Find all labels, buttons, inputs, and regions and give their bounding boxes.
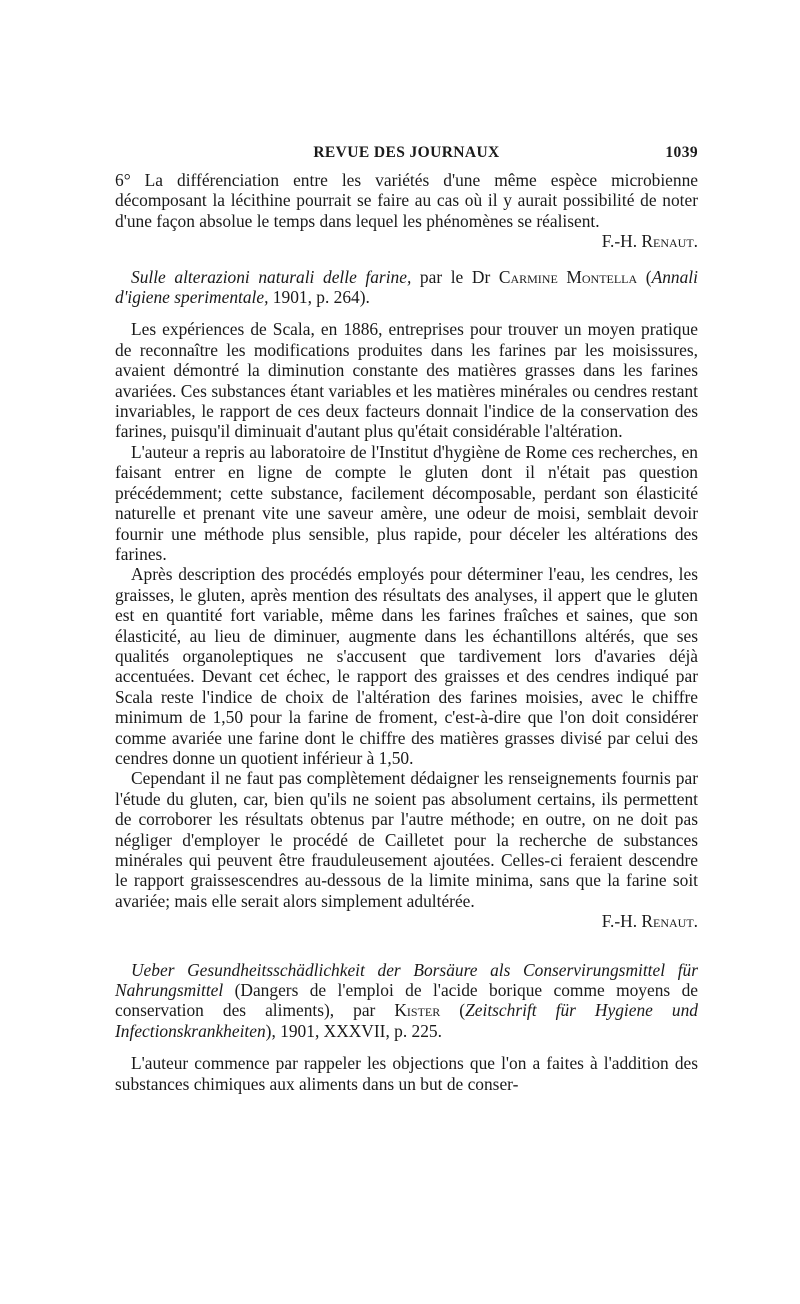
source-open: ( (645, 266, 652, 287)
paragraph: Les expériences de Scala, en 1886, entreprises pour trouver un moyen pratique de reconnaître les modifications produites dans les farines par les moisissures, avaient démontré la diminution constante des matières grasses dans les farines avariées. Ces substances étant variables et les matières minérales ou cendres restant invariables, le rapport de ces deux facteurs donnait l'indice de la conservation des farines, puisqu'il diminuait d'autant plus qu'était considérable l'altération. (115, 319, 698, 442)
article-heading (115, 267, 698, 308)
article-description: (Dangers de l'emploi de l'acide borique comme moyens de conservation des aliments), par (115, 980, 698, 1021)
page-number: 1039 (665, 144, 698, 161)
paragraph: Après description des procédés employés pour déterminer l'eau, les cendres, les graisses, le gluten, après mention des résultats des analyses, il appert que le gluten est en quantité fort variable, même dans les farines fraîches et saines, que son élasticité, au lieu de diminuer, augmente dans les échantillons altérés, que ses qualités organoleptiques ne s'accusent que tardivement lors d'avaries déjà accentuées. Devant cet échec, le rapport des graisses et des cendres indiqué par Scala reste l'indice de choix de l'altération des farines moisies, avec le chiffre minimum de 1,50 pour la farine de froment, c'est-à-dire que l'on doit considérer comme avariée une farine dont le chiffre des matières grasses divisé par celui des cendres donne un quotient inférieur à 1,50. (115, 564, 698, 768)
source-details: ), 1901, XXXVII, p. 225. (265, 1020, 442, 1041)
paragraph-text: Cependant il ne faut pas complètement dédaigner les renseignements fournis par l'étude du gluten, car, bien qu'ils ne soient pas absolument certains, ils permettent de corroborer les résultats obtenus par l'autre méthode; en outre, on ne doit pas négliger d'employer le procédé de Cailletet pour la recherche de substances minérales qui peuvent être frauduleusement ajoutées. Celles-ci feraient descendre le rapport graissescendres au-dessous de la limite minima, sans que la farine soit avariée; mais elle serait alors simplement adultérée. (115, 768, 698, 911)
paragraph: L'auteur a repris au laboratoire de l'Institut d'hygiène de Rome ces recherches, en faisant entrer en ligne de compte le gluten dont il n'était pas question précédemment; cette substance, facilement décomposable, perdant son élasticité naturelle et prenant vite une saveur amère, une odeur de moisi, semblait devoir fournir une méthode plus sensible, plus rapide, pour déceler les altérations des farines. (115, 441, 698, 564)
source-details: 1901, p. 264). (272, 287, 370, 308)
article-heading (115, 960, 698, 1042)
author-title: Dr (471, 266, 491, 287)
article-title: Sulle alterazioni naturali delle farine, (131, 266, 412, 287)
source-open: ( (459, 1000, 466, 1021)
paragraph: L'auteur commence par rappeler les objections que l'on a faites à l'addition des substances chimiques aux aliments dans un but de conser- (115, 1053, 698, 1094)
signature: F.-H. Renaut. (601, 911, 698, 932)
section1-body: 6° La différenciation entre les variétés d'une même espèce microbienne décomposant la lécithine pourrait se faire au cas où il y aurait possibilité de noter d'une façon absolue le temps dans lequel les phénomènes se réalisent. (115, 170, 698, 231)
article-title: Ueber Gesundheitsschädlichkeit der Borsäure als Conservirungsmittel für Nahrungsmittel (115, 959, 698, 1001)
section1-text (115, 170, 698, 252)
article-author: Kister (394, 1000, 441, 1021)
signature: F.-H. Renaut. (601, 231, 698, 252)
article-source: Annali d'igiene sperimentale, (115, 266, 698, 308)
article-author: Carmine Montella (498, 266, 638, 287)
paragraph (115, 768, 698, 931)
running-header (115, 140, 698, 170)
document-page (115, 140, 698, 1094)
article-by: par le (419, 266, 464, 287)
journal-title: REVUE DES JOURNAUX (313, 144, 500, 161)
article-source: Zeitschrift für Hygiene und Infectionskrankheiten (115, 1000, 698, 1041)
